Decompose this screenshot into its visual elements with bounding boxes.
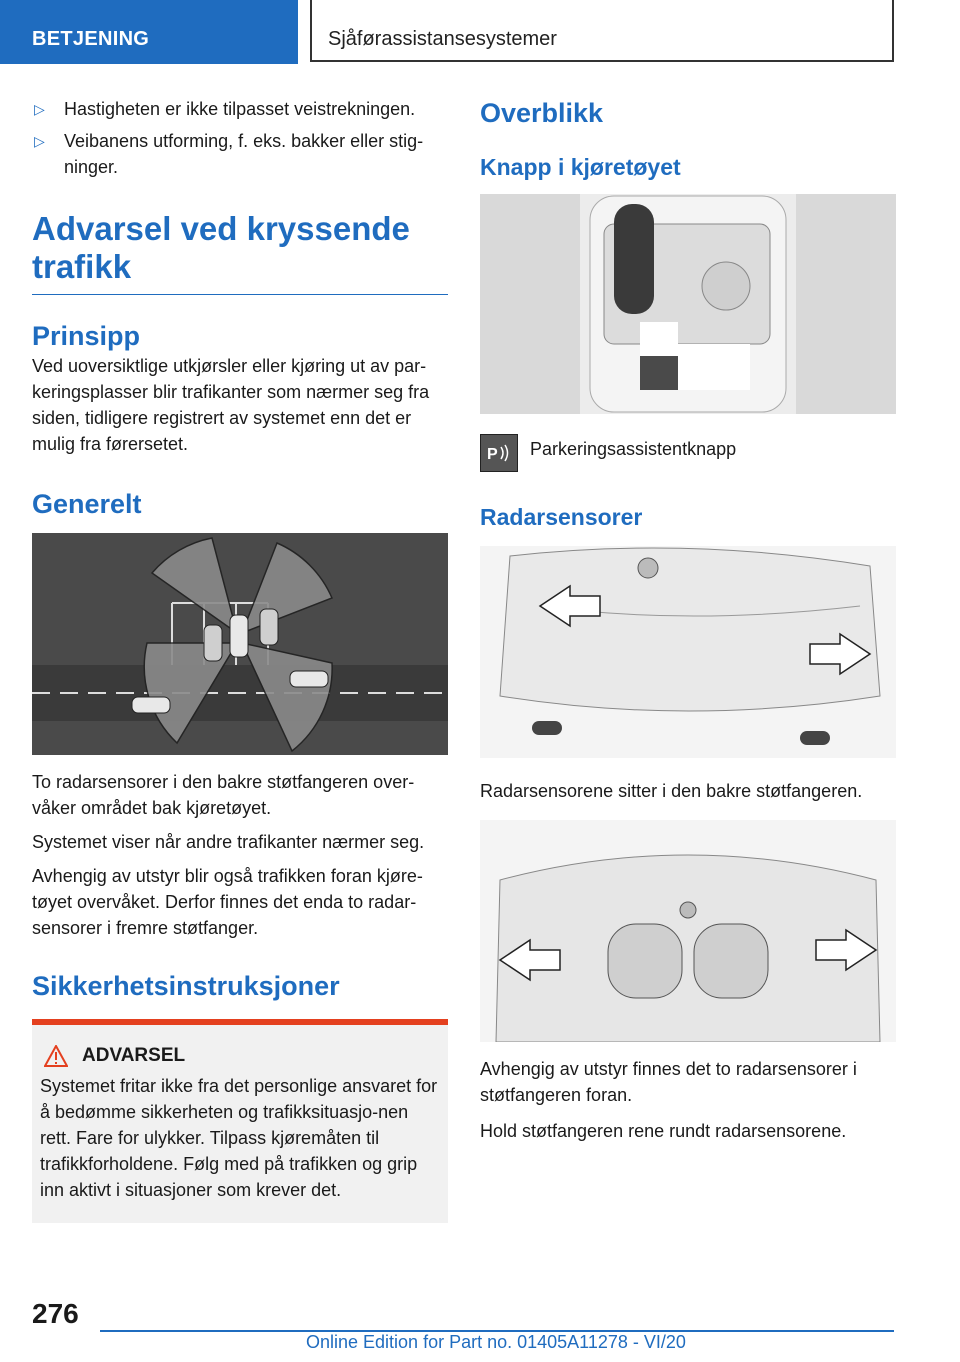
chapter-tab	[310, 0, 894, 62]
front-bumper-illustration	[480, 820, 896, 1042]
section-title: BETJENING	[32, 28, 150, 50]
right-column	[480, 96, 896, 1144]
radar-text-3: Hold støtfangeren rene rundt radarsensorene.	[480, 1121, 847, 1141]
svg-text:P: P	[487, 446, 498, 463]
overview-heading: Overblikk	[480, 98, 604, 128]
warning-text: Systemet fritar ikke fra det personlige ansvaret for å bedømme sikkerheten og trafikksituasjo‐nen rett. Fare for ulykker. Tilpass kjøremåten til trafikkforholdene. Følg med på trafikken og grip inn aktivt i situasjoner som krever det.	[40, 1076, 438, 1200]
warning-box	[32, 1019, 448, 1223]
button-heading: Knapp i kjøretøyet	[480, 154, 681, 180]
generelt-text-2: Systemet viser når andre trafikanter nærmer seg.	[32, 832, 425, 852]
page-title: Advarsel ved kryssende trafikk	[32, 210, 448, 295]
warning-triangle-icon	[44, 1045, 68, 1067]
radar-heading: Radarsensorer	[480, 504, 643, 530]
generelt-text-3: Avhengig av utstyr blir også trafikken foran kjøre‐tøyet overvåket. Derfor finnes det enda to radar‐sensorer i fremre støtfanger.	[32, 866, 423, 938]
safety-heading: Sikkerhetsinstruksjoner	[32, 971, 340, 1001]
cross-traffic-illustration	[32, 533, 448, 755]
bullet-item: ▷ Veibanens utforming, f. eks. bakker eller stig‐ninger.	[32, 128, 448, 180]
generelt-text-1: To radarsensorer i den bakre støtfangeren over‐våker området bak kjøretøyet.	[32, 772, 415, 818]
prinsipp-heading: Prinsipp	[32, 321, 141, 351]
parking-assistant-icon	[480, 434, 518, 472]
triangle-bullet-icon: ▷	[34, 101, 45, 117]
radar-text-1: Radarsensorene sitter i den bakre støtfangeren.	[480, 781, 863, 801]
edition-text: Online Edition for Part no. 01405A11278 - VI/20	[306, 1332, 686, 1352]
rear-bumper-illustration	[480, 546, 896, 758]
triangle-bullet-icon: ▷	[34, 133, 45, 149]
chapter-title: Sjåførassistansesystemer	[328, 28, 557, 50]
section-tab	[0, 0, 298, 64]
generelt-heading: Generelt	[32, 489, 142, 519]
button-label: Parkeringsassistentknapp	[530, 439, 737, 459]
page-number: 276	[32, 1298, 79, 1329]
radar-text-2: Avhengig av utstyr finnes det to radarsensorer i støtfangeren foran.	[480, 1059, 857, 1105]
warning-title	[40, 1045, 440, 1067]
prinsipp-text: Ved uoversiktlige utkjørsler eller kjøring ut av par‐keringsplasser blir trafikanter som nærmer seg fra siden, tidligere registrert av systemet enn det er mulig fra førersetet.	[32, 356, 430, 454]
left-column	[32, 96, 448, 1223]
button-legend	[480, 434, 896, 472]
bullet-item: ▷ Hastigheten er ikke tilpasset veistrekningen.	[32, 96, 448, 122]
console-illustration	[480, 194, 896, 414]
warning-label: ADVARSEL	[82, 1045, 186, 1066]
